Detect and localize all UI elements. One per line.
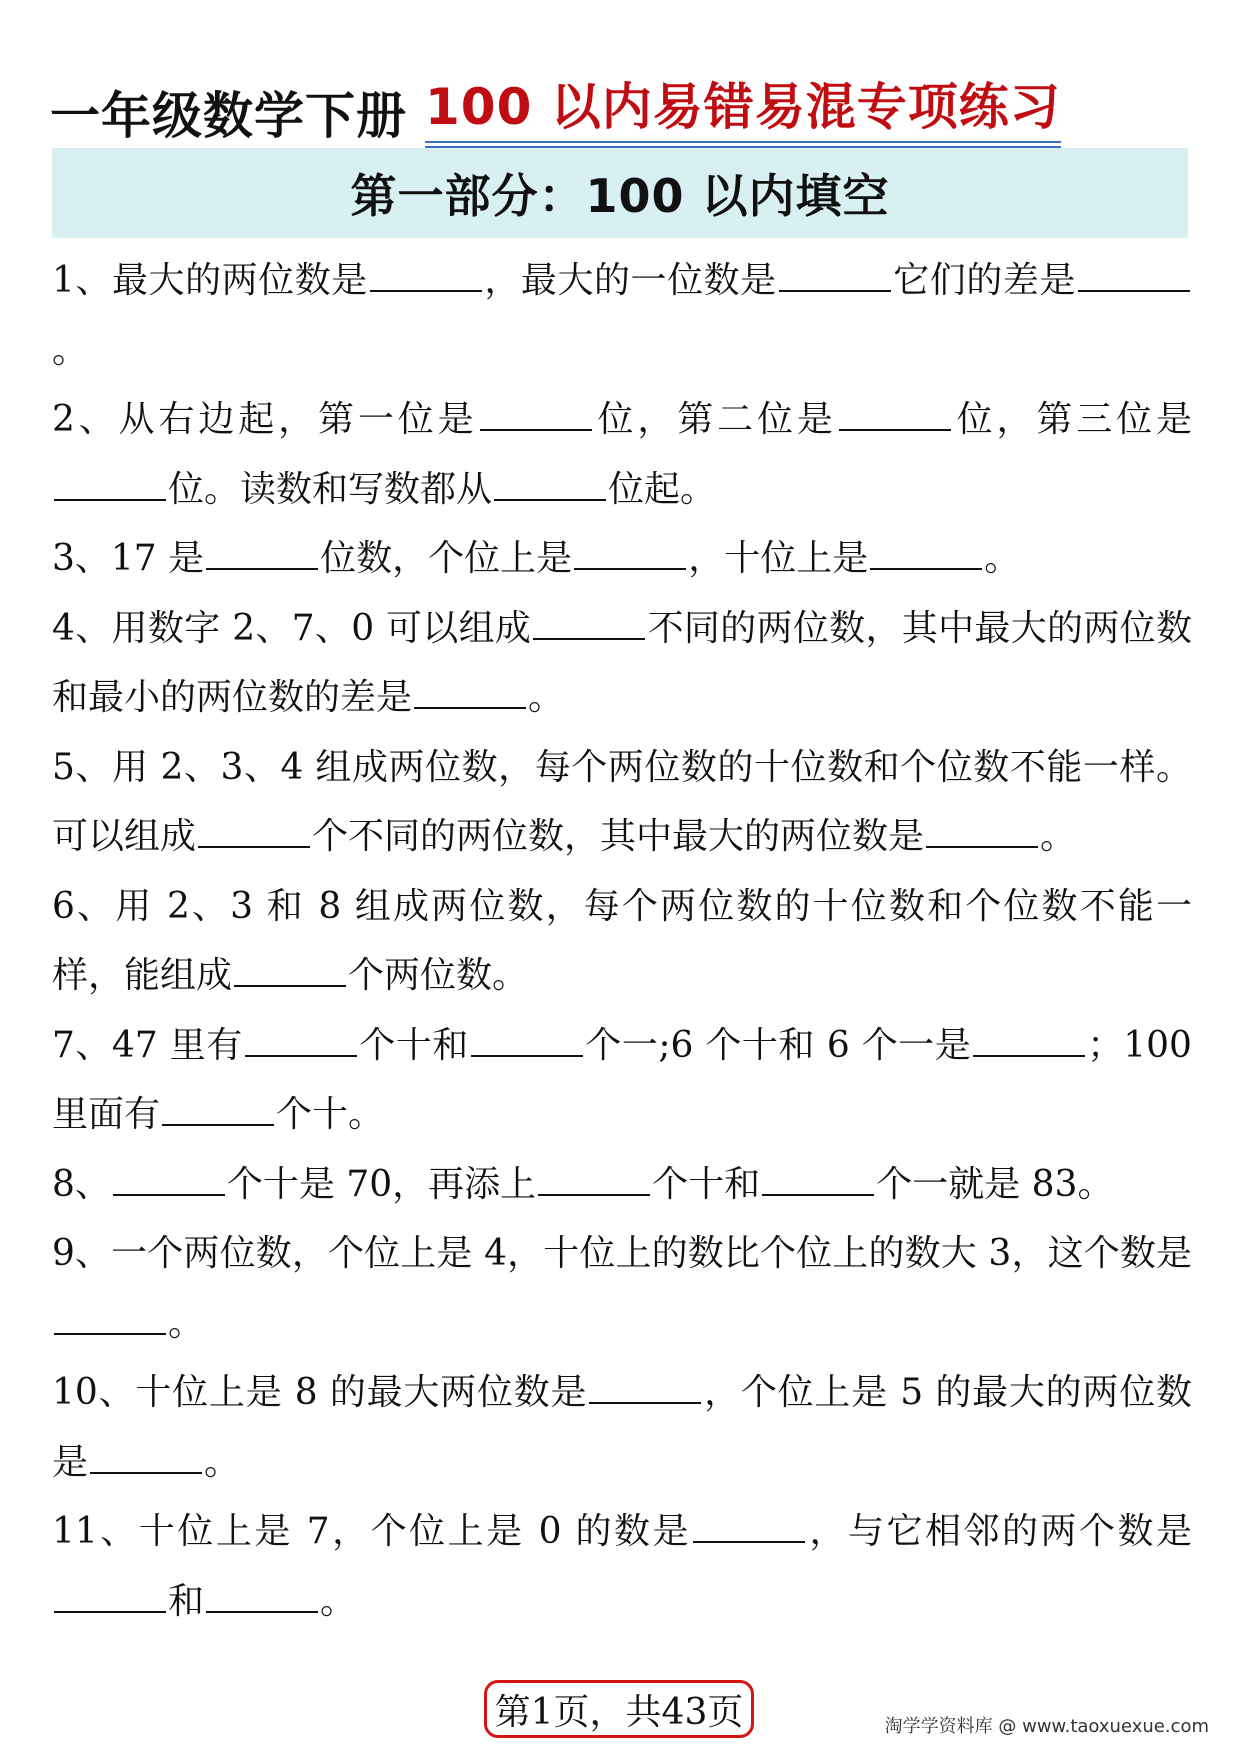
question-text: 个一就是 83。 (876, 1163, 1114, 1205)
question-text: 。 (984, 538, 1021, 579)
question-text: 。 (52, 329, 89, 371)
answer-blank[interactable] (245, 1025, 357, 1057)
answer-blank[interactable] (162, 1094, 274, 1126)
answer-blank[interactable] (198, 816, 310, 848)
question-text: ，十位上是 (688, 538, 869, 579)
question-text: 个两位数。 (348, 955, 529, 996)
answer-blank[interactable] (839, 399, 951, 431)
question-text: 。 (168, 1302, 205, 1344)
question-4 (52, 594, 1192, 733)
question-text: 它们的差是 (892, 260, 1076, 301)
answer-blank[interactable] (589, 1372, 701, 1404)
question-8 (52, 1150, 1192, 1220)
answer-blank[interactable] (779, 260, 891, 292)
question-3 (52, 524, 1192, 594)
answer-blank[interactable] (762, 1164, 874, 1196)
answer-blank[interactable] (206, 1581, 318, 1613)
watermark: 淘学学资料库 @ www.taoxuexue.com (884, 1716, 1209, 1737)
answer-blank[interactable] (113, 1164, 225, 1196)
question-6 (52, 872, 1192, 1011)
question-text: 7、47 里有 (52, 1024, 243, 1066)
question-text: 个十是 70，再添上 (226, 1163, 537, 1205)
question-text: 1、最大的两位数是 (52, 260, 368, 301)
answer-blank[interactable] (480, 399, 592, 431)
answer-blank[interactable] (973, 1025, 1085, 1057)
answer-blank[interactable] (870, 538, 982, 570)
question-10 (52, 1358, 1192, 1497)
question-text: ；100 里面有 (52, 1024, 1192, 1135)
question-9 (52, 1219, 1192, 1358)
question-text: 不同的两位数，其中最大的两位数和最小的两位数的差是 (52, 607, 1192, 718)
answer-blank[interactable] (54, 1581, 166, 1613)
answer-blank[interactable] (574, 538, 686, 570)
question-11 (52, 1497, 1192, 1636)
question-text: 位数，个位上是 (320, 538, 573, 579)
question-text: 个十和 (652, 1163, 761, 1205)
question-7 (52, 1011, 1192, 1150)
answer-blank[interactable] (90, 1442, 202, 1474)
section-title: 第一部分：100 以内填空 (350, 169, 890, 223)
answer-blank[interactable] (471, 1025, 583, 1057)
document-title (50, 68, 1190, 148)
question-text: 6、用 2、3 和 8 组成两位数，每个两位数的十位数和个位数不能一样，能组成 (52, 885, 1192, 996)
question-1 (52, 246, 1192, 385)
question-text: 。 (528, 677, 565, 718)
answer-blank[interactable] (370, 260, 482, 292)
answer-blank[interactable] (1078, 260, 1190, 292)
question-text: 。 (320, 1580, 357, 1622)
question-2 (52, 385, 1192, 524)
question-text: 位起。 (608, 468, 717, 510)
question-text: 9、一个两位数，个位上是 4，十位上的数比个位上的数大 3，这个数是 (52, 1233, 1192, 1274)
question-text: 位，第三位是 (952, 399, 1192, 440)
answer-blank[interactable] (926, 816, 1038, 848)
title-topic: 100 以内易错易混专项练习 (425, 67, 1061, 148)
answer-blank[interactable] (54, 1303, 166, 1335)
question-text: 位，第二位是 (593, 399, 837, 440)
question-text: 个不同的两位数，其中最大的两位数是 (312, 816, 925, 857)
question-text: 个十和 (358, 1024, 469, 1066)
question-text: 3、17 是 (52, 538, 205, 579)
question-text: 8、 (52, 1163, 111, 1205)
answer-blank[interactable] (494, 469, 606, 501)
question-text: 。 (1040, 816, 1077, 857)
question-text: 5、用 2、3、4 组成两位数，每个两位数的十位数和个位数不能一样。可以组成 (52, 746, 1192, 857)
question-text: 位。读数和写数都从 (168, 468, 493, 510)
question-text: 4、用数字 2、7、0 可以组成 (52, 607, 532, 649)
question-text: 和 (168, 1580, 205, 1622)
question-text: ，与它相邻的两个数是 (806, 1511, 1192, 1552)
title-grade: 一年级数学下册 (50, 87, 407, 145)
question-5 (52, 733, 1192, 872)
question-text: 2、从右边起，第一位是 (52, 399, 478, 440)
question-text: 11、十位上是 7，个位上是 0 的数是 (52, 1511, 691, 1552)
question-text: 。 (204, 1441, 241, 1483)
answer-blank[interactable] (234, 955, 346, 987)
question-text: 个十。 (276, 1094, 385, 1135)
question-list (52, 246, 1192, 1636)
answer-blank[interactable] (414, 677, 526, 709)
answer-blank[interactable] (538, 1164, 650, 1196)
page-number: 第1页，共43页 (484, 1680, 754, 1738)
question-text: ，个位上是 5 的最大的两位数是 (52, 1372, 1192, 1483)
answer-blank[interactable] (533, 608, 645, 640)
answer-blank[interactable] (693, 1511, 805, 1543)
answer-blank[interactable] (54, 469, 166, 501)
answer-blank[interactable] (206, 538, 318, 570)
question-text: 个一;6 个十和 6 个一是 (584, 1024, 972, 1066)
question-text: ，最大的一位数是 (483, 260, 777, 301)
question-text: 10、十位上是 8 的最大两位数是 (52, 1372, 588, 1413)
section-header (52, 148, 1188, 238)
